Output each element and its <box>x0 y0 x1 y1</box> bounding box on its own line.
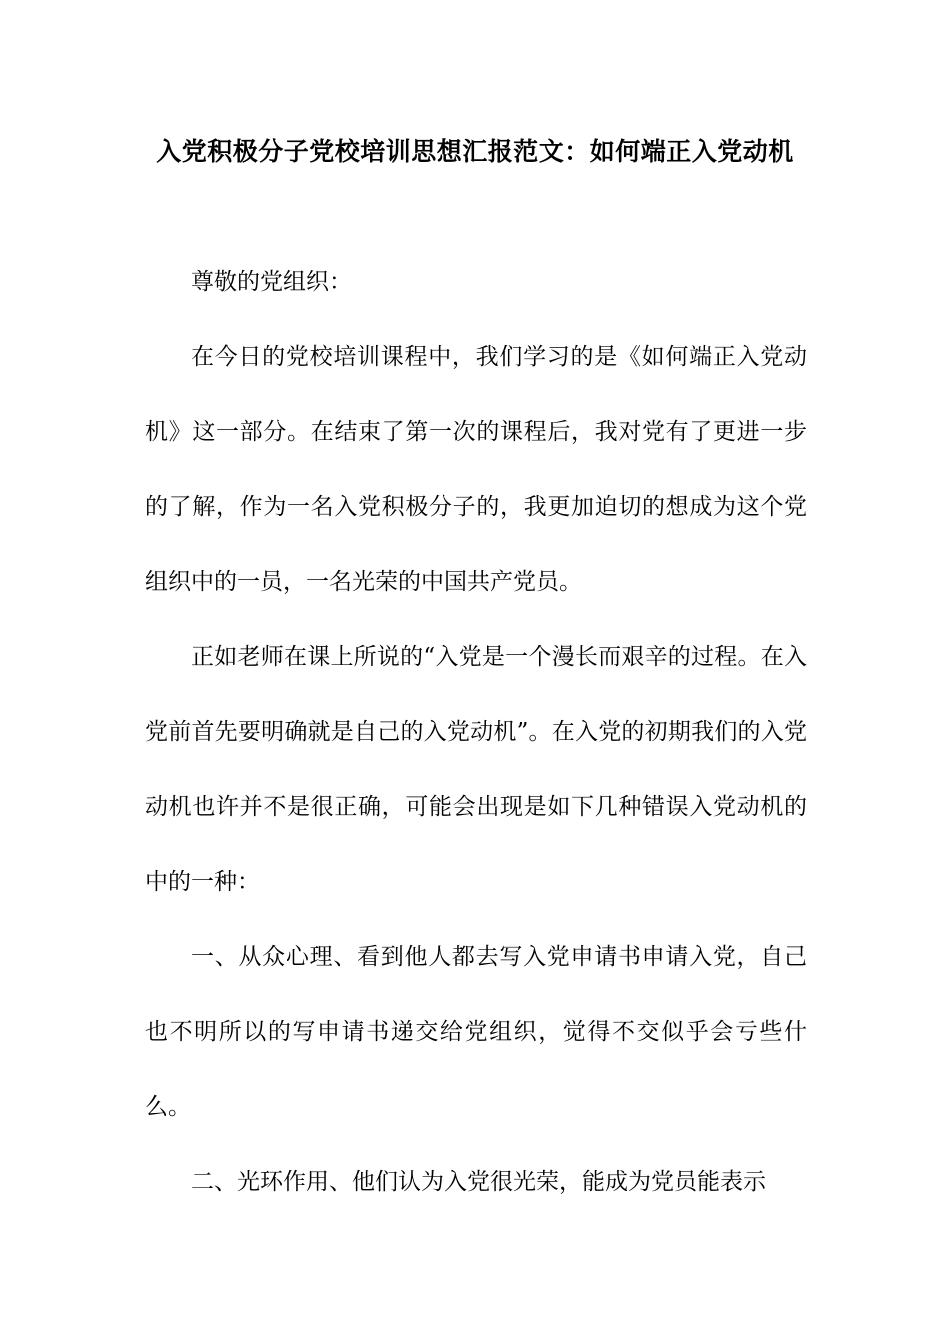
paragraph: 在今日的党校培训课程中，我们学习的是《如何端正入党动机》这一部分。在结束了第一次的课程后，我对党有了更进一步的了解，作为一名入党积极分子的，我更加迫切的想成为这个党组织中的一员，一名光荣的中国共产党员。 <box>145 344 807 595</box>
salutation: 尊敬的党组织： <box>191 269 352 295</box>
paragraph: 一、从众心理、看到他人都去写入党申请书申请入党，自己也不明所以的写申请书递交给党组织，觉得不交似乎会亏些什么。 <box>145 944 807 1120</box>
paragraph: 正如老师在课上所说的“入党是一个漫长而艰辛的过程。在入党前首先要明确就是自己的入党动机”。在入党的初期我们的入党动机也许并不是很正确，可能会出现是如下几种错误入党动机的中的一种： <box>145 644 807 895</box>
paragraph: 二、光环作用、他们认为入党很光荣，能成为党员能表示 <box>191 1169 766 1195</box>
document-title: 入党积极分子党校培训思想汇报范文：如何端正入党动机 <box>156 137 794 166</box>
document-body <box>145 245 807 1220</box>
